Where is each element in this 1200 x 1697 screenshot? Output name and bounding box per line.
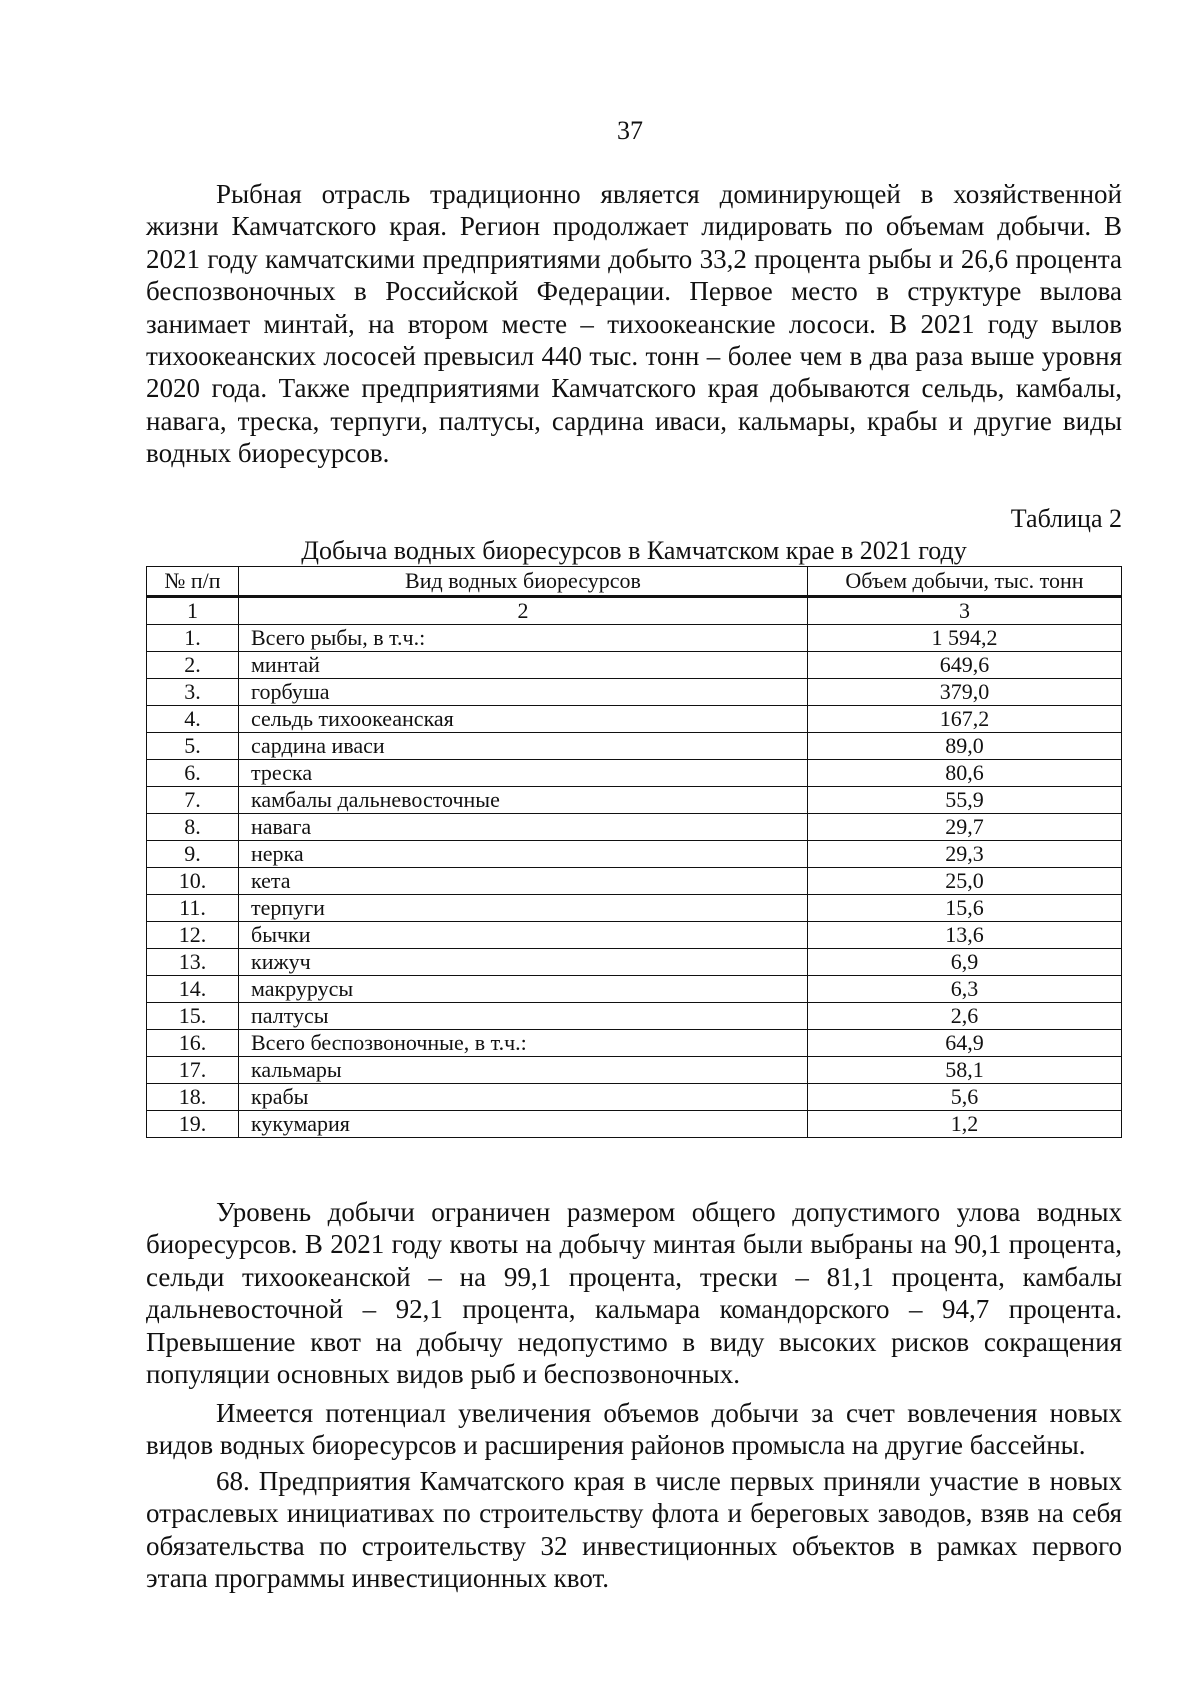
row-species: терпуги — [239, 895, 808, 922]
column-index-2: 2 — [239, 597, 808, 625]
column-index-row — [147, 597, 1122, 625]
table-row — [147, 787, 1122, 814]
table-row — [147, 1111, 1122, 1138]
header-species: Вид водных биоресурсов — [239, 567, 808, 597]
table-row — [147, 922, 1122, 949]
table-row — [147, 895, 1122, 922]
header-number: № п/п — [147, 567, 239, 597]
row-species: макрурусы — [239, 976, 808, 1003]
row-volume: 6,3 — [808, 976, 1122, 1003]
row-number: 4. — [147, 706, 239, 733]
paragraph-text: Рыбная отрасль традиционно является доминирующей в хозяйственной жизни Камчатского края. Регион продолжает лидировать по объемам добычи. В 2021 году камчатскими предприятиями добыто 33,2 процента рыбы и 26,6 процента беспозвоночных в Российской Федерации. Первое место в структуре вылова занимает минтай, на втором месте – тихоокеанские лососи. В 2021 году вылов тихоокеанских лососей превысил 440 тыс. тонн – более чем в два раза выше уровня 2020 года. Также предприятиями Камчатского края добываются сельдь, камбалы, навага, треска, терпуги, палтусы, сардина иваси, кальмары, крабы и другие виды водных биоресурсов. — [146, 179, 1122, 469]
paragraph-quota-limits — [146, 1196, 1122, 1390]
table-row — [147, 949, 1122, 976]
row-volume: 15,6 — [808, 895, 1122, 922]
table-row — [147, 1030, 1122, 1057]
row-species: треска — [239, 760, 808, 787]
row-species: горбуша — [239, 679, 808, 706]
row-species: Всего рыбы, в т.ч.: — [239, 625, 808, 652]
row-volume: 89,0 — [808, 733, 1122, 760]
page-number: 37 — [617, 116, 643, 145]
row-species: кижуч — [239, 949, 808, 976]
row-number: 16. — [147, 1030, 239, 1057]
row-volume: 29,3 — [808, 841, 1122, 868]
table-body — [147, 597, 1122, 1138]
row-species: сардина иваси — [239, 733, 808, 760]
row-species: кукумария — [239, 1111, 808, 1138]
row-species: кальмары — [239, 1057, 808, 1084]
row-species: палтусы — [239, 1003, 808, 1030]
table-row — [147, 733, 1122, 760]
row-volume: 167,2 — [808, 706, 1122, 733]
paragraph-text: Уровень добычи ограничен размером общего допустимого улова водных биоресурсов. В 2021 году квоты на добычу минтая были выбраны на 90,1 процента, сельди тихоокеанской – на 99,1 процента, трески – 81,1 процента, камбалы дальневосточной – 92,1 процента, кальмара командорского – 94,7 процента. Превышение квот на добычу недопустимо в виду высоких рисков сокращения популяции основных видов рыб и беспозвоночных. — [146, 1197, 1122, 1390]
row-number: 17. — [147, 1057, 239, 1084]
row-volume: 1,2 — [808, 1111, 1122, 1138]
row-volume: 379,0 — [808, 679, 1122, 706]
table-row — [147, 976, 1122, 1003]
row-number: 18. — [147, 1084, 239, 1111]
row-number: 2. — [147, 652, 239, 679]
row-species: камбалы дальневосточные — [239, 787, 808, 814]
row-volume: 13,6 — [808, 922, 1122, 949]
row-number: 3. — [147, 679, 239, 706]
table-row — [147, 625, 1122, 652]
row-species: бычки — [239, 922, 808, 949]
table-row — [147, 1003, 1122, 1030]
row-species: Всего беспозвоночные, в т.ч.: — [239, 1030, 808, 1057]
row-number: 5. — [147, 733, 239, 760]
column-index-1: 1 — [147, 597, 239, 625]
row-number: 11. — [147, 895, 239, 922]
row-volume: 2,6 — [808, 1003, 1122, 1030]
row-number: 13. — [147, 949, 239, 976]
row-number: 9. — [147, 841, 239, 868]
row-number: 7. — [147, 787, 239, 814]
paragraph-growth-potential — [146, 1397, 1122, 1462]
row-volume: 6,9 — [808, 949, 1122, 976]
row-species: крабы — [239, 1084, 808, 1111]
row-number: 10. — [147, 868, 239, 895]
table-row — [147, 1084, 1122, 1111]
paragraph-text: Имеется потенциал увеличения объемов добычи за счет вовлечения новых видов водных биоресурсов и расширения районов промысла на другие бассейны. — [146, 1398, 1122, 1461]
row-volume: 29,7 — [808, 814, 1122, 841]
paragraph-investment-quotas — [146, 1465, 1122, 1595]
catch-table — [146, 566, 1122, 1138]
paragraph-text: 68. Предприятия Камчатского края в числе первых приняли участие в новых отраслевых инициативах по строительству флота и береговых заводов, взяв на себя обязательства по строительству 32 инвестиционных объектов в рамках первого этапа программы инвестиционных квот. — [146, 1466, 1122, 1594]
table-row — [147, 760, 1122, 787]
table-row — [147, 706, 1122, 733]
table-row — [147, 1057, 1122, 1084]
row-number: 15. — [147, 1003, 239, 1030]
table-row — [147, 868, 1122, 895]
row-species: нерка — [239, 841, 808, 868]
row-number: 6. — [147, 760, 239, 787]
row-volume: 58,1 — [808, 1057, 1122, 1084]
row-volume: 1 594,2 — [808, 625, 1122, 652]
row-number: 1. — [147, 625, 239, 652]
table-row — [147, 652, 1122, 679]
table-title: Добыча водных биоресурсов в Камчатском крае в 2021 году — [301, 536, 967, 565]
row-volume: 25,0 — [808, 868, 1122, 895]
header-volume: Объем добычи, тыс. тонн — [808, 567, 1122, 597]
row-species: минтай — [239, 652, 808, 679]
table-row — [147, 679, 1122, 706]
row-number: 19. — [147, 1111, 239, 1138]
row-volume: 55,9 — [808, 787, 1122, 814]
row-number: 14. — [147, 976, 239, 1003]
table-row — [147, 814, 1122, 841]
row-volume: 5,6 — [808, 1084, 1122, 1111]
column-index-3: 3 — [808, 597, 1122, 625]
table-header-row — [147, 567, 1122, 597]
row-number: 12. — [147, 922, 239, 949]
row-volume: 64,9 — [808, 1030, 1122, 1057]
table-row — [147, 841, 1122, 868]
row-species: навага — [239, 814, 808, 841]
paragraph-fishing-industry — [146, 178, 1122, 470]
row-number: 8. — [147, 814, 239, 841]
row-volume: 649,6 — [808, 652, 1122, 679]
row-volume: 80,6 — [808, 760, 1122, 787]
row-species: кета — [239, 868, 808, 895]
table-label: Таблица 2 — [1010, 504, 1122, 533]
row-species: сельдь тихоокеанская — [239, 706, 808, 733]
